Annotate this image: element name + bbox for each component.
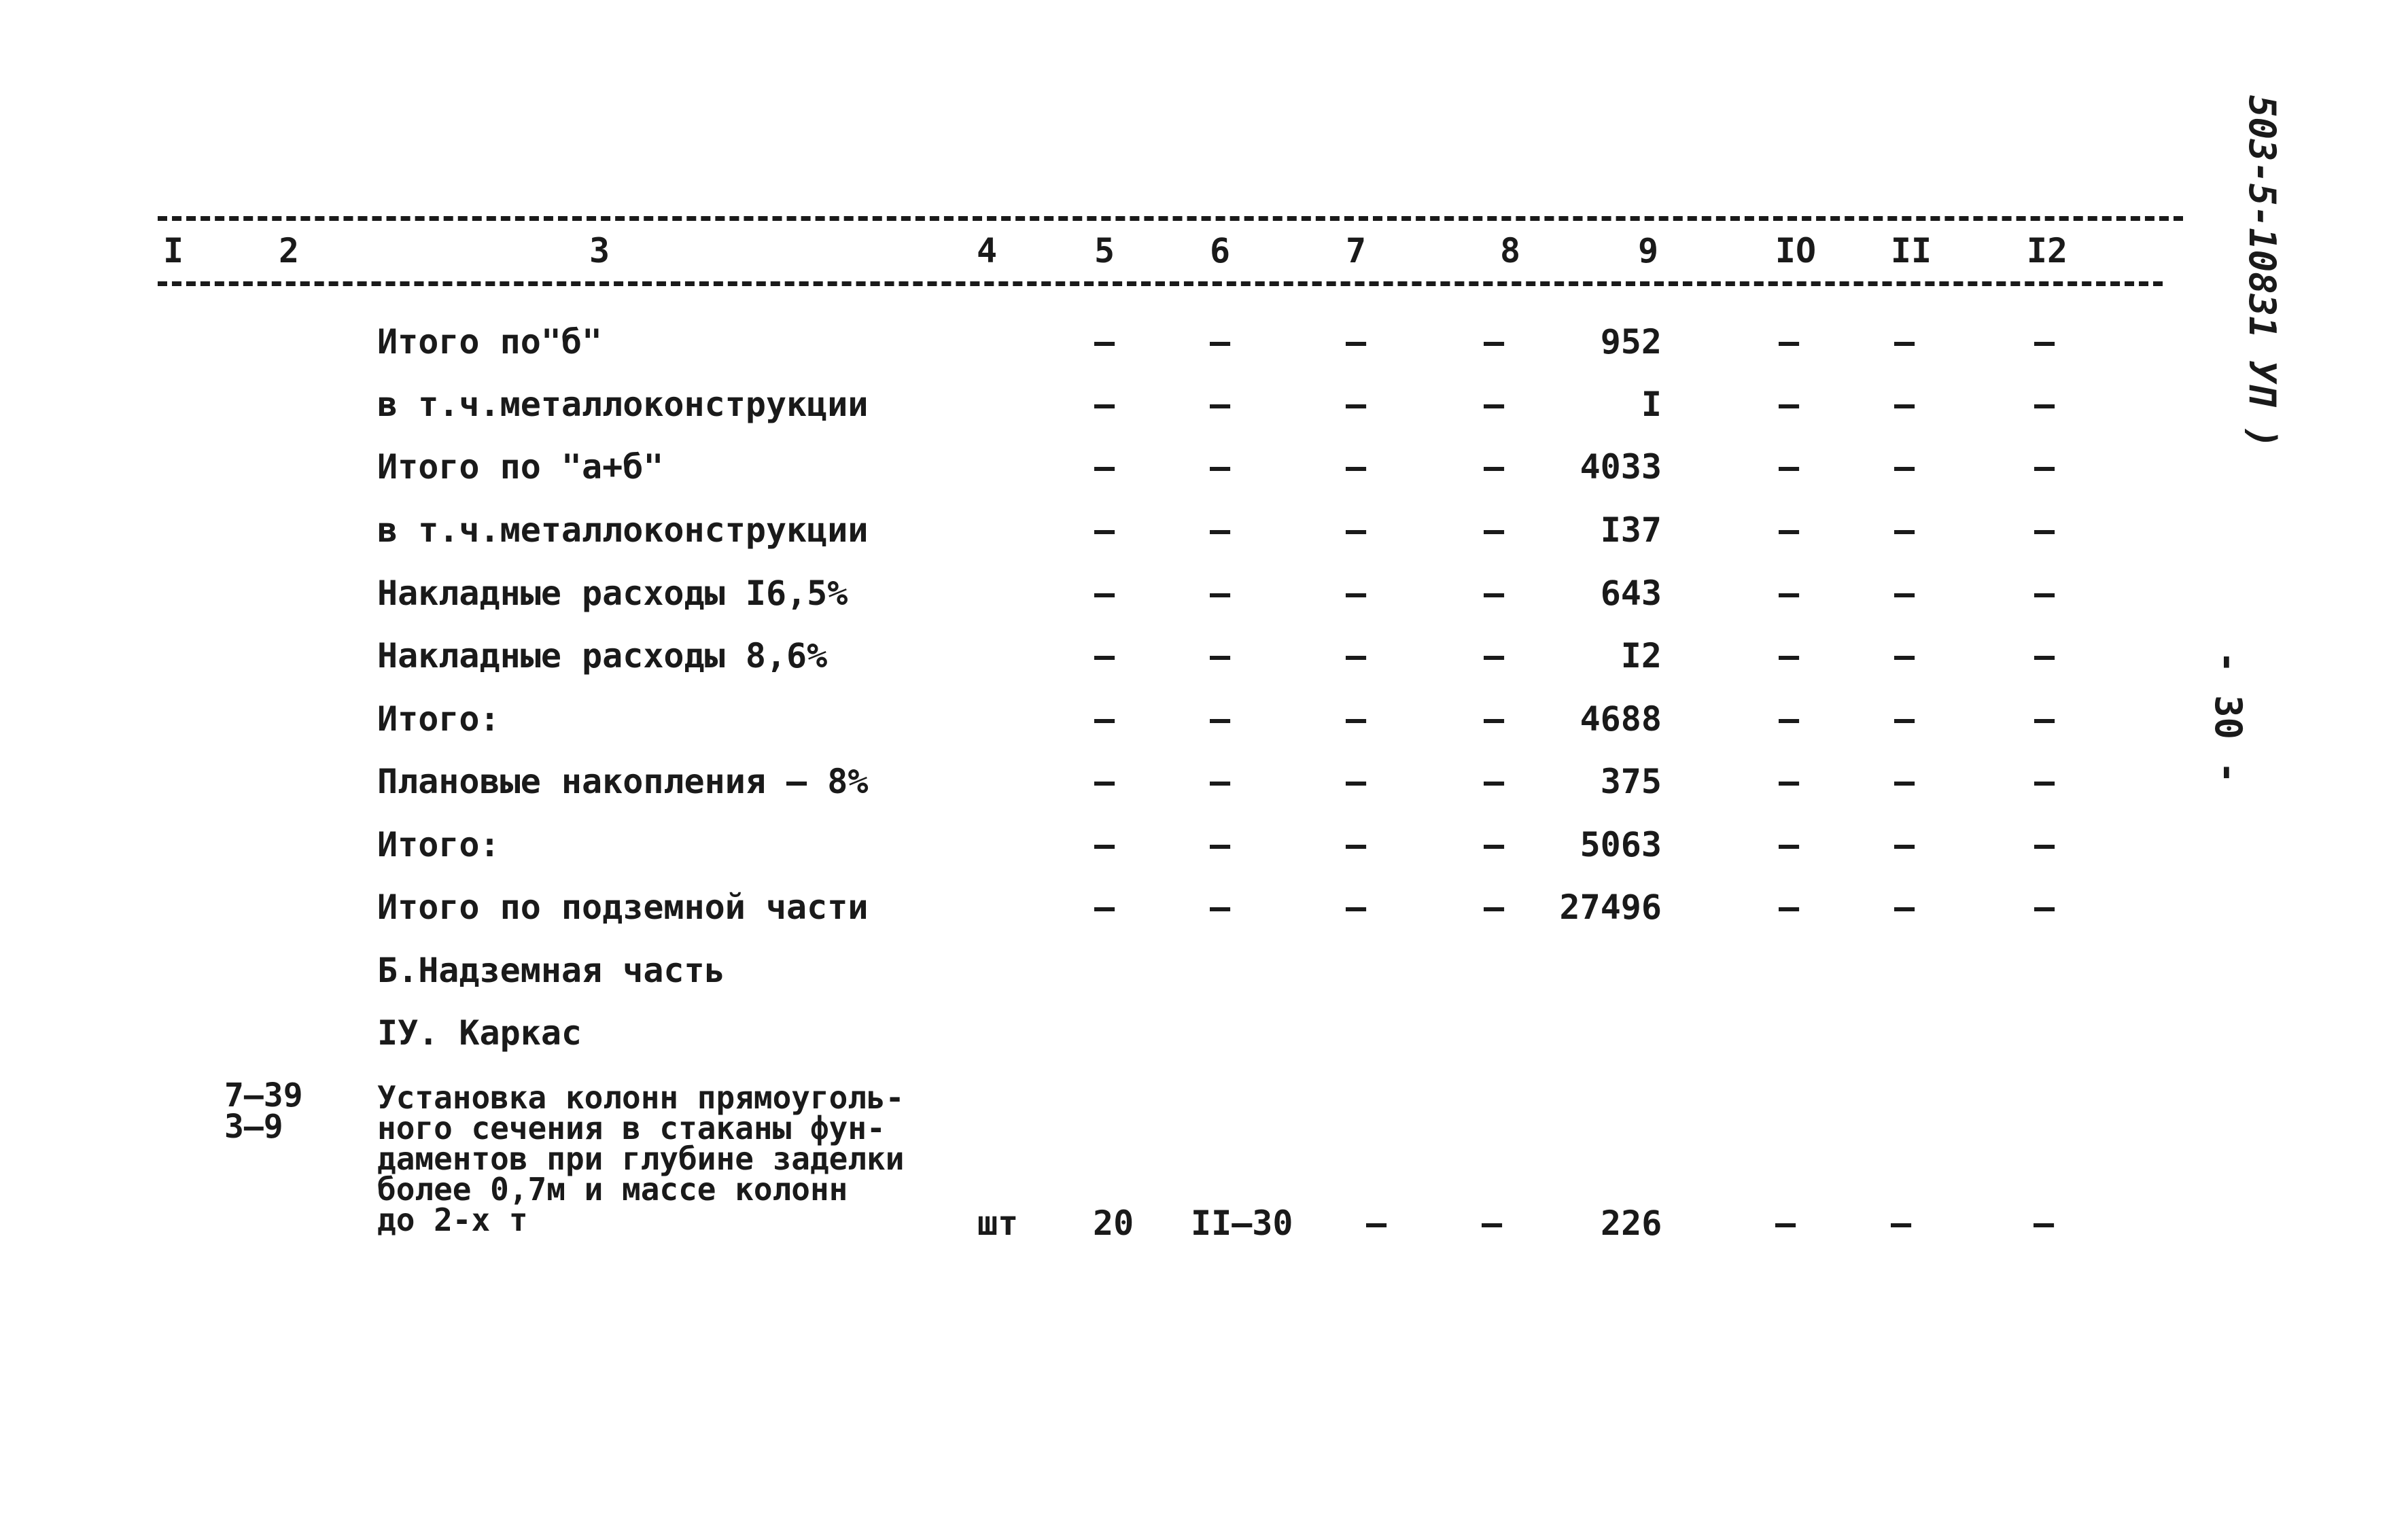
item-description-line: ного сечения в стаканы фун- [377, 1110, 886, 1147]
cell-col-12: – [2034, 888, 2055, 927]
cell-col-9: I [1641, 385, 1662, 424]
column-header-8: 8 [1499, 231, 1521, 270]
cell-col-6: – [1209, 574, 1231, 613]
column-header-10: IO [1775, 231, 1817, 270]
cell-col-6: – [1209, 510, 1231, 550]
row-description: Итого по"б" [377, 322, 603, 362]
cell-col-5: – [1094, 636, 1115, 676]
cell-col-10: – [1778, 510, 1800, 550]
cell-col-8: – [1483, 888, 1505, 927]
cell-col-11: – [1894, 510, 1915, 550]
row-description: Итого: [377, 825, 500, 864]
cell-col-8: – [1483, 825, 1505, 864]
table-row [0, 825, 2202, 882]
cell-col-8: – [1483, 699, 1505, 739]
header-top-rule [158, 216, 2183, 221]
cell-col-11: – [1894, 322, 1915, 362]
item-col-10: – [1775, 1204, 1796, 1243]
cell-col-8: – [1483, 762, 1505, 801]
cell-col-9: I37 [1600, 510, 1662, 550]
cell-col-10: – [1778, 574, 1800, 613]
table-row [0, 762, 2202, 819]
cell-col-9: 375 [1600, 762, 1662, 801]
cell-col-7: – [1345, 322, 1367, 362]
row-description: Накладные расходы I6,5% [377, 574, 848, 613]
cell-col-7: – [1345, 574, 1367, 613]
cell-col-10: – [1778, 699, 1800, 739]
table-row [0, 890, 2202, 945]
column-header-12: I2 [2026, 231, 2068, 270]
cell-col-12: – [2034, 385, 2055, 424]
cell-col-6: – [1209, 385, 1231, 424]
cell-col-5: – [1094, 888, 1115, 927]
column-header-4: 4 [976, 231, 998, 270]
table-row [0, 699, 2202, 756]
cell-col-8: – [1483, 447, 1505, 487]
item-code-2: 3–9 [224, 1108, 283, 1146]
cell-col-9: 5063 [1580, 825, 1662, 864]
cell-col-7: – [1345, 510, 1367, 550]
item-rate-code: II–30 [1191, 1204, 1293, 1243]
cell-col-8: – [1483, 574, 1505, 613]
row-description: в т.ч.металлоконструкции [377, 510, 869, 550]
cell-col-7: – [1345, 699, 1367, 739]
cell-col-11: – [1894, 699, 1915, 739]
column-header-1: I [162, 231, 184, 270]
section-subtitle: IУ. Каркас [377, 1013, 582, 1053]
item-unit: шт [977, 1204, 1019, 1243]
item-code-1: 7–39 [224, 1076, 303, 1115]
cell-col-9: 952 [1600, 322, 1662, 362]
cell-col-10: – [1778, 385, 1800, 424]
item-col-11: – [1891, 1204, 1912, 1243]
table-row [0, 576, 2202, 631]
cell-col-5: – [1094, 762, 1115, 801]
cell-col-8: – [1483, 322, 1505, 362]
cell-col-12: – [2034, 574, 2055, 613]
table-row [0, 636, 2202, 693]
cell-col-11: – [1894, 888, 1915, 927]
cell-col-9: 4688 [1580, 699, 1662, 739]
item-quantity: 20 [1093, 1204, 1134, 1243]
row-description: Итого: [377, 699, 500, 739]
header-bottom-rule [158, 281, 2163, 286]
item-description-line: до 2-х т [377, 1202, 528, 1239]
table-row [0, 447, 2202, 504]
cell-col-10: – [1778, 888, 1800, 927]
cell-col-9: 4033 [1580, 447, 1662, 487]
item-description-line: Установка колонн прямоуголь- [377, 1079, 905, 1116]
cell-col-8: – [1483, 510, 1505, 550]
document-code-vertical: 503-5-10831 УП ) [2241, 95, 2284, 449]
item-col-12: – [2034, 1204, 2055, 1243]
cell-col-7: – [1345, 447, 1367, 487]
cell-col-7: – [1345, 888, 1367, 927]
cell-col-5: – [1094, 322, 1115, 362]
cell-col-7: – [1345, 825, 1367, 864]
cell-col-5: – [1094, 510, 1115, 550]
cell-col-5: – [1094, 825, 1115, 864]
table-row [0, 322, 2202, 379]
cell-col-10: – [1778, 322, 1800, 362]
cell-col-6: – [1209, 762, 1231, 801]
cell-col-10: – [1778, 825, 1800, 864]
cell-col-11: – [1894, 447, 1915, 487]
cell-col-6: – [1209, 636, 1231, 676]
page-number: - 30 - [2207, 651, 2250, 784]
column-header-11: II [1890, 231, 1932, 270]
item-description-line: более 0,7м и массе колонн [377, 1171, 848, 1208]
cell-col-12: – [2034, 762, 2055, 801]
cell-col-7: – [1345, 385, 1367, 424]
column-header-5: 5 [1094, 231, 1115, 270]
column-header-2: 2 [278, 231, 300, 270]
table-row [0, 510, 2202, 567]
cell-col-12: – [2034, 510, 2055, 550]
item-col-9: 226 [1601, 1204, 1662, 1243]
cell-col-9: I2 [1620, 636, 1662, 676]
cell-col-10: – [1778, 447, 1800, 487]
cell-col-12: – [2034, 636, 2055, 676]
cell-col-11: – [1894, 574, 1915, 613]
cell-col-10: – [1778, 762, 1800, 801]
cell-col-5: – [1094, 699, 1115, 739]
row-description: в т.ч.металлоконструкции [377, 385, 869, 424]
cell-col-6: – [1209, 888, 1231, 927]
row-description: Итого по "а+б" [377, 447, 664, 487]
cell-col-9: 27496 [1559, 888, 1662, 927]
cell-col-5: – [1094, 447, 1115, 487]
row-description: Плановые накопления – 8% [377, 762, 869, 801]
cell-col-6: – [1209, 322, 1231, 362]
cell-col-7: – [1345, 762, 1367, 801]
cell-col-5: – [1094, 385, 1115, 424]
item-description [377, 1079, 989, 1239]
table-row [0, 387, 2202, 442]
cell-col-12: – [2034, 447, 2055, 487]
cell-col-12: – [2034, 322, 2055, 362]
column-header-3: 3 [589, 231, 610, 270]
cell-col-8: – [1483, 385, 1505, 424]
cell-col-6: – [1209, 699, 1231, 739]
item-description-line: даментов при глубине заделки [377, 1140, 905, 1178]
cell-col-11: – [1894, 825, 1915, 864]
cell-col-11: – [1894, 762, 1915, 801]
row-description: Итого по подземной части [377, 888, 869, 927]
cell-col-6: – [1209, 447, 1231, 487]
cell-col-9: 643 [1600, 574, 1662, 613]
cell-col-5: – [1094, 574, 1115, 613]
cell-col-10: – [1778, 636, 1800, 676]
item-col-7: – [1366, 1204, 1387, 1243]
cell-col-6: – [1209, 825, 1231, 864]
cell-col-12: – [2034, 825, 2055, 864]
cell-col-11: – [1894, 385, 1915, 424]
cell-col-12: – [2034, 699, 2055, 739]
column-header-7: 7 [1345, 231, 1367, 270]
row-description: Накладные расходы 8,6% [377, 636, 828, 676]
cell-col-8: – [1483, 636, 1505, 676]
cell-col-11: – [1894, 636, 1915, 676]
column-header-6: 6 [1209, 231, 1231, 270]
section-title: Б.Надземная часть [377, 951, 725, 990]
cell-col-7: – [1345, 636, 1367, 676]
column-header-9: 9 [1637, 231, 1659, 270]
item-col-8: – [1482, 1204, 1503, 1243]
